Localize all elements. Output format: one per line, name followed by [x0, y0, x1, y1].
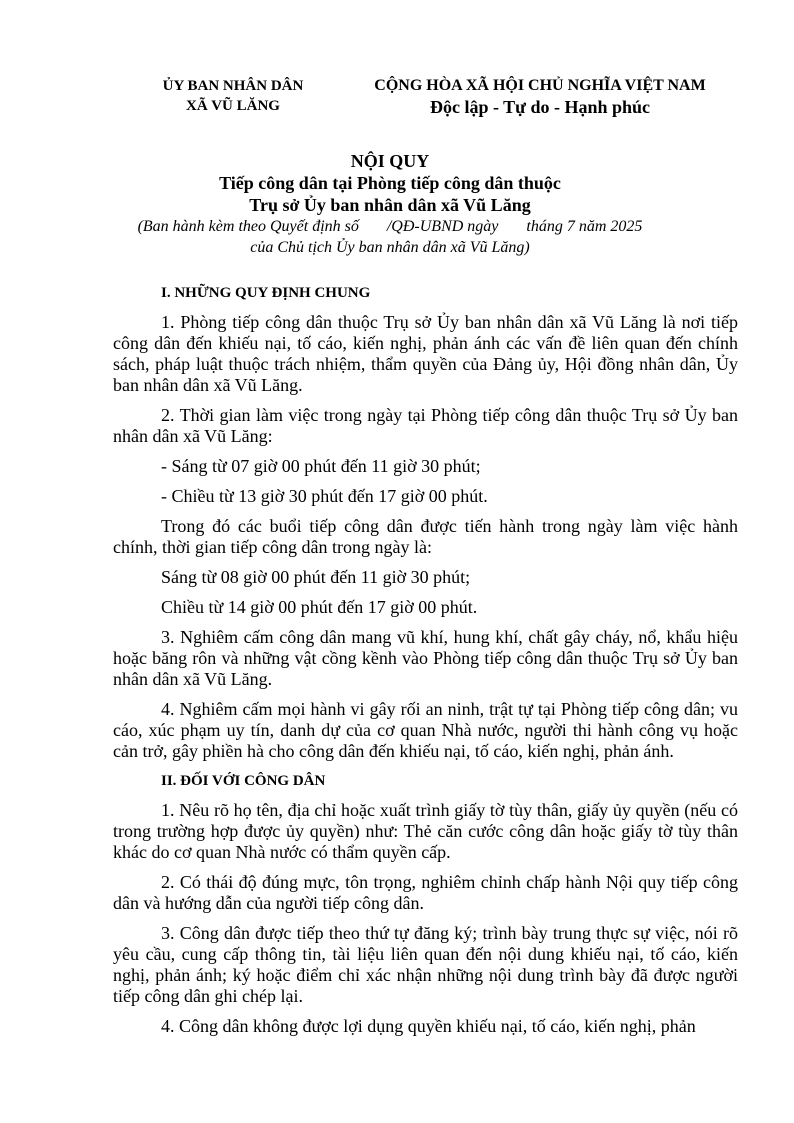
paragraph: 2. Có thái độ đúng mực, tôn trọng, nghiêm chỉnh chấp hành Nội quy tiếp công dân và hướng dẫn của người tiếp công dân. — [113, 872, 738, 913]
paragraph: Trong đó các buổi tiếp công dân được tiến hành trong ngày làm việc hành chính, thời gian tiếp công dân trong ngày là: — [113, 516, 738, 557]
document-title: NỘI QUY — [350, 151, 430, 171]
paragraph: 1. Phòng tiếp công dân thuộc Trụ sở Ủy ban nhân dân xã Vũ Lăng là nơi tiếp công dân đến khiếu nại, tố cáo, kiến nghị, phản ánh các vấn đề liên quan đến chính sách, pháp luật thuộc trách nhiệm, thẩm quyền của Đảng ủy, Hội đồng nhân dân, Ủy ban nhân dân xã Vũ Lăng. — [113, 312, 738, 395]
paragraph: - Sáng từ 07 giờ 00 phút đến 11 giờ 30 phút; — [161, 456, 481, 476]
national-motto: Độc lập - Tự do - Hạnh phúc — [429, 97, 651, 117]
paragraph: 3. Công dân được tiếp theo thứ tự đăng ký; trình bày trung thực sự việc, nói rõ yêu cầu, cung cấp thông tin, tài liệu liên quan đến nội dung khiếu nại, tố cáo, kiến nghị, phản ánh; ký hoặc điểm chỉ xác nhận những nội dung trình bày đã được người tiếp công dân ghi chép lại. — [113, 923, 738, 1006]
paragraph: 2. Thời gian làm việc trong ngày tại Phòng tiếp công dân thuộc Trụ sở Ủy ban nhân dân xã Vũ Lăng: — [113, 405, 738, 446]
document-subtitle-1: Tiếp công dân tại Phòng tiếp công dân thuộc — [219, 173, 561, 193]
nation-name: CỘNG HÒA XÃ HỘI CHỦ NGHĨA VIỆT NAM — [374, 77, 706, 94]
authority-line-1: ỦY BAN NHÂN DÂN — [162, 78, 304, 94]
issuing-authority — [130, 76, 336, 116]
paragraph: Chiều từ 14 giờ 00 phút đến 17 giờ 00 phút. — [161, 597, 478, 617]
national-header — [350, 76, 730, 118]
section-heading-citizens: II. ĐỐI VỚI CÔNG DÂN — [161, 773, 326, 789]
issuance-note-1: (Ban hành kèm theo Quyết định số /QĐ-UBND ngày tháng 7 năm 2025 — [137, 218, 643, 235]
paragraph: 4. Nghiêm cấm mọi hành vi gây rối an ninh, trật tự tại Phòng tiếp công dân; vu cáo, xúc phạm uy tín, danh dự của cơ quan Nhà nước, người thi hành công vụ hoặc cản trở, gây phiền hà cho công dân đến khiếu nại, tố cáo, kiến nghị, phản ánh. — [113, 699, 738, 761]
paragraph: 4. Công dân không được lợi dụng quyền khiếu nại, tố cáo, kiến nghị, phản — [161, 1016, 696, 1036]
document-body — [113, 283, 738, 1046]
document-subtitle-2: Trụ sở Ủy ban nhân dân xã Vũ Lăng — [249, 195, 531, 215]
paragraph: Sáng từ 08 giờ 00 phút đến 11 giờ 30 phút; — [161, 567, 471, 587]
paragraph: 3. Nghiêm cấm công dân mang vũ khí, hung khí, chất gây cháy, nổ, khẩu hiệu hoặc băng rôn và những vật cồng kềnh vào Phòng tiếp công dân thuộc Trụ sở Ủy ban nhân dân xã Vũ Lăng. — [113, 627, 738, 689]
document-title-block — [100, 150, 680, 258]
paragraph: - Chiều từ 13 giờ 30 phút đến 17 giờ 00 phút. — [161, 486, 488, 506]
paragraph: 1. Nêu rõ họ tên, địa chỉ hoặc xuất trình giấy tờ tùy thân, giấy ủy quyền (nếu có trong trường hợp được ủy quyền) như: Thẻ căn cước công dân hoặc giấy tờ tùy thân khác do cơ quan Nhà nước có thẩm quyền cấp. — [113, 800, 738, 862]
section-heading-general: I. NHỮNG QUY ĐỊNH CHUNG — [161, 285, 371, 301]
issuance-note-2: của Chủ tịch Ủy ban nhân dân xã Vũ Lăng) — [250, 239, 530, 256]
authority-line-2: XÃ VŨ LĂNG — [186, 98, 280, 114]
